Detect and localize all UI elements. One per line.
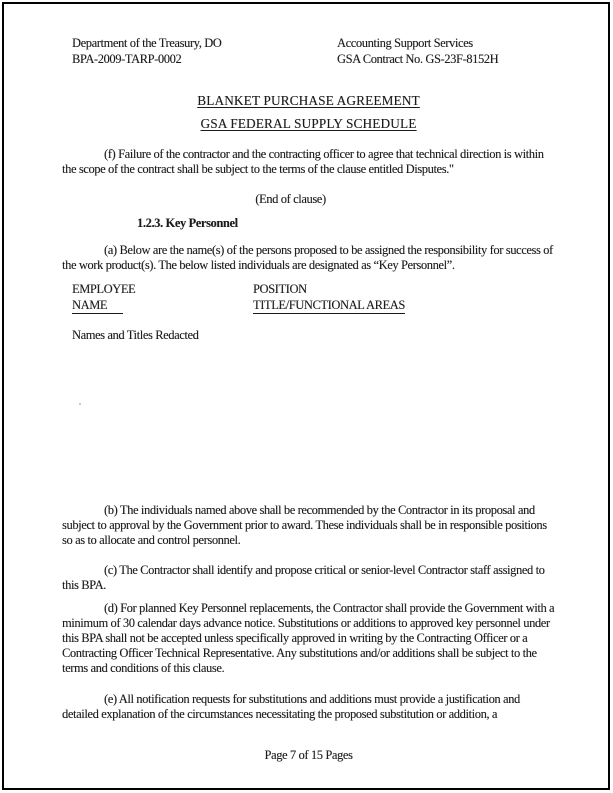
employee-header-underlined: NAME [72,297,123,314]
paragraph-e: (e) All notification requests for substitutions and additions must provide a justification and detailed explanation of the circumstances necessitating the proposed substitution or addition, a [62,692,520,721]
paragraph-a: (a) Below are the name(s) of the persons proposed to be assigned the responsibility for success of the work product(s). The below listed individuals are designated as “Key Personnel”. [62,243,553,272]
section-heading-key-personnel: 1.2.3. Key Personnel [137,216,238,230]
position-header-line1: POSITION [253,282,307,296]
header-bpa-number: BPA-2009-TARP-0002 [72,52,182,66]
header-service-name: Accounting Support Services [337,36,473,50]
document-header [72,35,555,67]
end-of-clause-note: (End of clause) [255,192,326,206]
employee-name-column-header [72,281,253,314]
header-left-block [72,35,337,67]
title-line-1: BLANKET PURCHASE AGREEMENT [197,93,420,108]
header-right-block [337,35,498,67]
title-line-2: GSA FEDERAL SUPPLY SCHEDULE [200,116,417,131]
paragraph-b: (b) The individuals named above shall be recommended by the Contractor in its proposal and subject to approval by the Government prior to award. These individuals shall be in responsible positions so as to allocate and control personnel. [62,503,547,547]
position-title-column-header [253,281,555,314]
header-contract-number: GSA Contract No. GS-23F-8152H [337,52,499,66]
redaction-note: Names and Titles Redacted [72,328,199,342]
title-line-1-wrap [62,93,555,108]
paragraph-d: (d) For planned Key Personnel replacements, the Contractor shall provide the Government with a minimum of 30 calendar days advance notice. Substitutions or additions to approved key personnel under this BPA shall not be accepted unless specifically approved in writing by the Contracting Officer or a Contracting Officer Technical Representative. Any substitutions and/or additions shall be subject to the terms and conditions of this clause. [62,601,555,675]
document-title [62,93,555,131]
position-header-underlined: TITLE/FUNCTIONAL AREAS [253,298,405,312]
employee-header-line1: EMPLOYEE [72,282,136,296]
paragraph-c: (c) The Contractor shall identify and propose critical or senior-level Contractor staff assigned to this BPA. [62,563,545,592]
scan-artifact-speck [79,403,81,405]
redacted-content-blank-area [62,343,555,503]
header-agency: Department of the Treasury, DO [72,36,222,50]
employee-header-line2 [72,297,253,314]
page-number-footer: Page 7 of 15 Pages [264,748,353,762]
key-personnel-table-header [72,281,555,314]
title-line-2-wrap [62,116,555,131]
position-header-line2 [253,297,555,314]
clause-f-paragraph: (f) Failure of the contractor and the contracting officer to agree that technical direction is within the scope of the contract shall be subject to the terms of the clause entitled Disputes." [62,147,544,176]
